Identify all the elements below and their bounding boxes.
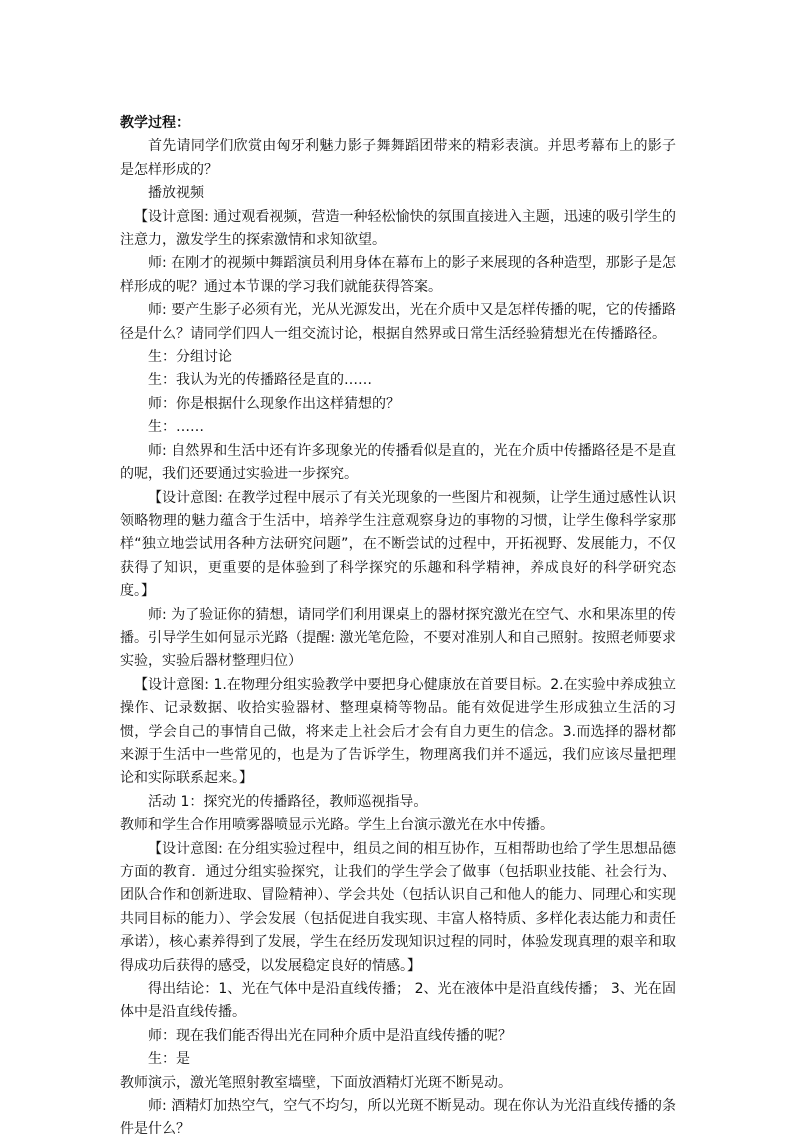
paragraph-conclusion: 得出结论：1、光在气体中是沿直线传播； 2、光在液体中是沿直线传播； 3、光在固体中是沿直线传播。 xyxy=(120,981,676,1021)
paragraph-teacher-4: 师: 自然界和生活中还有许多现象光的传播看似是直的，光在介质中传播路径是不是直的呢，我们还要通过实验进一步探究。 xyxy=(120,442,676,483)
paragraph-design-intent-4: 【设计意图: 在分组实验过程中，组员之间的相互协作，互相帮助也给了学生思想品德方面的教育．通过分组实验探究，让我们的学生学会了做事（包括职业技能、社会行为、团队合作和创新进取、冒险精神）、学会共处（包括认识自己和他人的能力、同理心和实现共同目标的能力）、学会发展（包括促进自我实现、丰富人格特质、多样化表达能力和责任承诺），核心素养得到了发展，学生在经历发现知识过程的同时，体验发现真理的艰辛和取得成功后获得的感受，以发展稳定良好的情感。】 xyxy=(120,840,676,974)
paragraph-design-intent-2: 【设计意图: 在教学过程中展示了有关光现象的一些图片和视频，让学生通过感性认识领略物理的魅力蕴含于生活中，培养学生注意观察身边的事物的习惯，让学生像科学家那样“独立地尝试用各种方法研究问题”，在不断尝试的过程中，开拓视野、发展能力，不仅获得了知识，更重要的是体验到了科学探究的乐趣和科学精神，养成良好的科学研究态度。】 xyxy=(120,489,676,600)
paragraph-demo-spray: 教师和学生合作用喷雾器喷显示光路。学生上台演示激光在水中传播。 xyxy=(120,817,554,834)
section-heading: 教学过程： xyxy=(120,115,190,131)
paragraph-intro: 首先请同学们欣赏由匈牙利魅力影子舞舞蹈团带来的精彩表演。并思考幕布上的影子是怎样形成的？ xyxy=(120,138,676,178)
paragraph-student-1: 生：分组讨论 xyxy=(148,349,232,366)
paragraph-student-4: 生：是 xyxy=(148,1051,190,1068)
paragraph-teacher-5: 师: 为了验证你的猜想，请同学们利用课桌上的器材探究激光在空气、水和果冻里的传播。引导学生如何显示光路（提醒: 激光笔危险，不要对准别人和自己照射。按照老师要求实验，实验后器材整理归位） xyxy=(120,606,676,670)
paragraph-teacher-demo: 教师演示，激光笔照射教室墙壁，下面放酒精灯光斑不断晃动。 xyxy=(120,1074,512,1091)
paragraph-teacher-6: 师：现在我们能否得出光在同种介质中是沿直线传播的呢？ xyxy=(148,1027,512,1044)
paragraph-teacher-2: 师: 要产生影子必须有光，光从光源发出，光在介质中又是怎样传播的呢，它的传播路径是什么？请同学们四人一组交流讨论，根据自然界或日常生活经验猜想光在传播路径。 xyxy=(120,302,676,342)
paragraph-play-video: 播放视频 xyxy=(148,185,204,202)
paragraph-student-2: 生：我认为光的传播路径是直的…… xyxy=(148,372,372,389)
paragraph-activity-1: 活动 1：探究光的传播路径，教师巡视指导。 xyxy=(148,793,428,810)
paragraph-teacher-3: 师：你是根据什么现象作出这样猜想的？ xyxy=(148,395,400,412)
paragraph-student-3: 生：…… xyxy=(148,419,204,436)
paragraph-teacher-1: 师: 在刚才的视频中舞蹈演员利用身体在幕布上的影子来展现的各种造型，那影子是怎样形成的呢？通过本节课的学习我们就能获得答案。 xyxy=(120,255,676,295)
paragraph-teacher-7: 师: 酒精灯加热空气，空气不均匀，所以光斑不断晃动。现在你认为光沿直线传播的条件是什么？ xyxy=(120,1098,676,1138)
paragraph-design-intent-3: 【设计意图: 1.在物理分组实验教学中要把身心健康放在首要目标。2.在实验中养成独立操作、记录数据、收拾实验器材、整理桌椅等物品。能有效促进学生形成独立生活的习惯，学会自己的事情自己做，将来走上社会后才会有自力更生的信念。3.而选择的器材都来源于生活中一些常见的，也是为了告诉学生，物理离我们并不遥远，我们应该尽量把理论和实际联系起来。】 xyxy=(120,676,676,787)
paragraph-design-intent-1: 【设计意图: 通过观看视频，营造一种轻松愉快的氛围直接进入主题，迅速的吸引学生的注意力，激发学生的探索激情和求知欲望。 xyxy=(120,208,676,249)
document-page xyxy=(120,112,676,1142)
